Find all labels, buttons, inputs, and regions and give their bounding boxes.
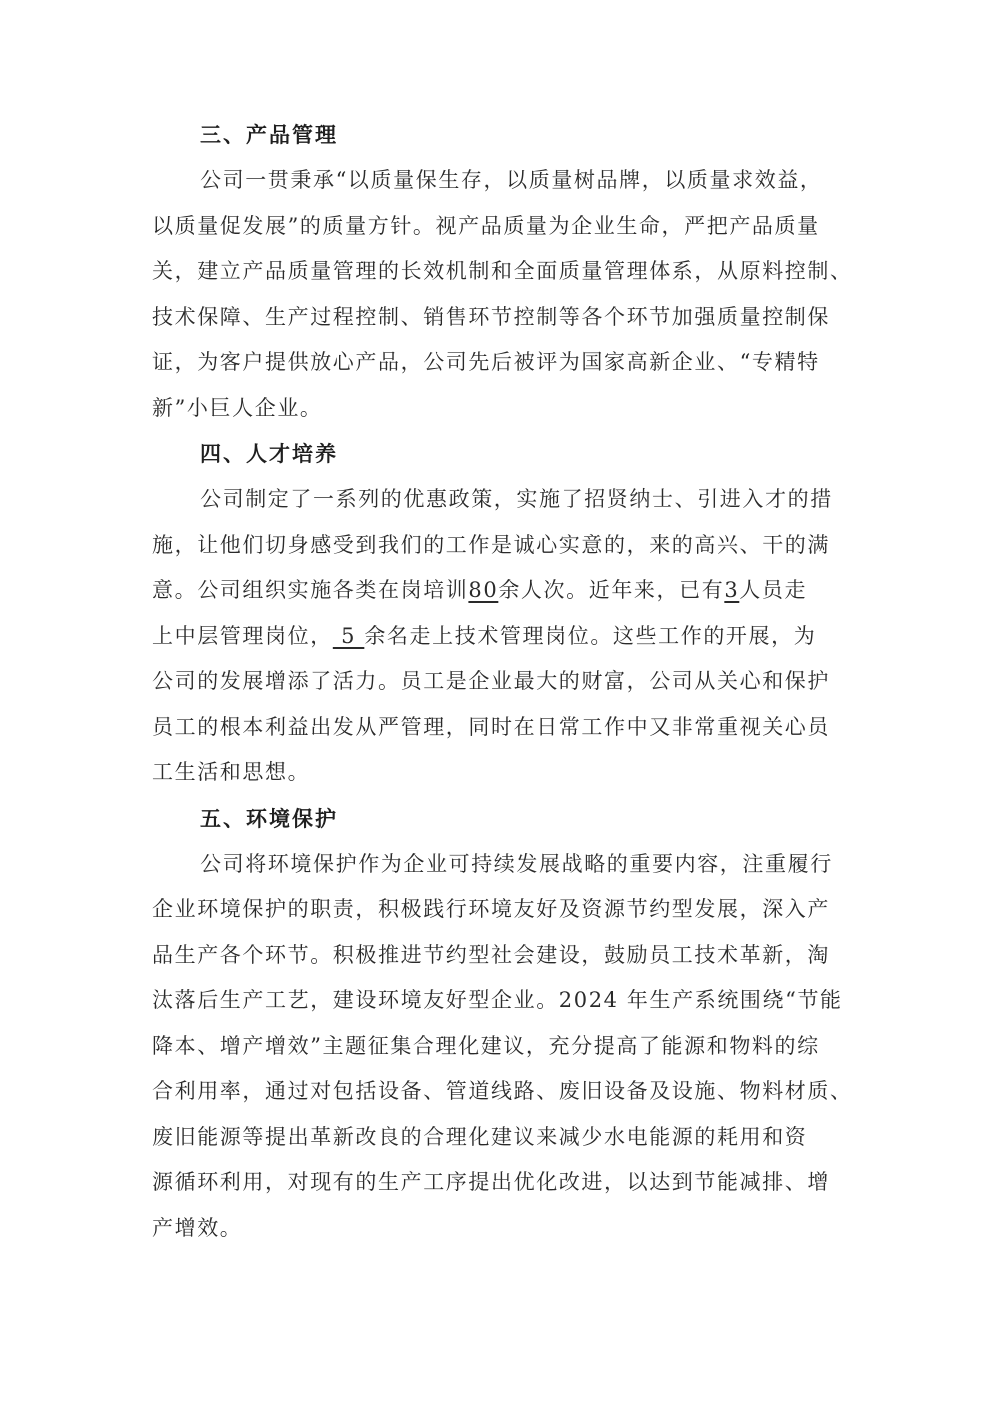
paragraph-line: 企业环境保护的职责，积极践行环境友好及资源节约型发展，深入产 — [152, 897, 830, 921]
text-segment: 人员走 — [739, 578, 808, 602]
paragraph-line: 公司的发展增添了活力。员工是企业最大的财富，公司从关心和保护 — [152, 669, 830, 693]
text-segment: 上中层管理岗位， — [152, 623, 333, 648]
paragraph-line: 降本、增产增效”主题征集合理化建议，充分提高了能源和物料的综 — [152, 1033, 820, 1058]
paragraph-line: 工生活和思想。 — [152, 760, 311, 784]
paragraph-line: 施，让他们切身感受到我们的工作是诚心实意的，来的高兴、干的满 — [152, 532, 830, 557]
paragraph-environmental-protection — [152, 842, 852, 1252]
text-segment: 余名走上技术管理岗位。这些工作的开展，为 — [364, 623, 817, 648]
paragraph-line: 以质量促发展”的质量方针。视产品质量为企业生命，严把产品质量 — [152, 213, 820, 238]
section-heading-product-management: 三、产品管理 — [200, 122, 338, 147]
promoted-count-value: 3 — [724, 578, 740, 602]
paragraph-talent-cultivation — [152, 477, 852, 796]
section-heading-talent-cultivation: 四、人才培养 — [200, 441, 338, 466]
paragraph-line: 源循环利用，对现有的生产工序提出优化改进，以达到节能减排、增 — [152, 1170, 830, 1194]
training-count-value: 80 — [468, 578, 499, 602]
paragraph-line: 公司制定了一系列的优惠政策，实施了招贤纳士、引进入才的措 — [200, 487, 833, 511]
paragraph-line: 关，建立产品质量管理的长效机制和全面质量管理体系，从原料控制、 — [152, 259, 853, 283]
text-segment: 余人次。近年来，已有 — [498, 578, 725, 602]
paragraph-line — [152, 568, 852, 614]
tech-count-value: 5 — [332, 623, 365, 648]
paragraph-line — [152, 614, 852, 660]
paragraph-line: 废旧能源等提出革新改良的合理化建议来减少水电能源的耗用和资 — [152, 1124, 808, 1149]
paragraph-line: 公司一贯秉承“以质量保生存，以质量树品牌，以质量求效益， — [200, 168, 823, 192]
text-segment: 意。公司组织实施各类在岗培训 — [152, 578, 469, 602]
section-heading-environmental-protection: 五、环境保护 — [200, 805, 338, 831]
paragraph-line: 员工的根本利益出发从严管理，同时在日常工作中又非常重视关心员 — [152, 714, 830, 739]
paragraph-line: 公司将环境保护作为企业可持续发展战略的重要内容，注重履行 — [200, 851, 833, 876]
paragraph-line: 品生产各个环节。积极推进节约型社会建设，鼓励员工技术革新，淘 — [152, 942, 830, 967]
document-page — [152, 112, 852, 1251]
paragraph-line: 技术保障、生产过程控制、销售环节控制等各个环节加强质量控制保 — [152, 304, 830, 329]
paragraph-line: 产增效。 — [152, 1215, 243, 1240]
paragraph-line: 合利用率，通过对包括设备、管道线路、废旧设备及设施、物料材质、 — [152, 1079, 853, 1103]
paragraph-line: 新”小巨人企业。 — [152, 395, 323, 420]
paragraph-product-management — [152, 158, 852, 431]
paragraph-line: 证，为客户提供放心产品，公司先后被评为国家高新企业、“专精特 — [152, 350, 820, 374]
paragraph-line: 汰落后生产工艺，建设环境友好型企业。2024 年生产系统围绕“节能 — [152, 988, 843, 1012]
